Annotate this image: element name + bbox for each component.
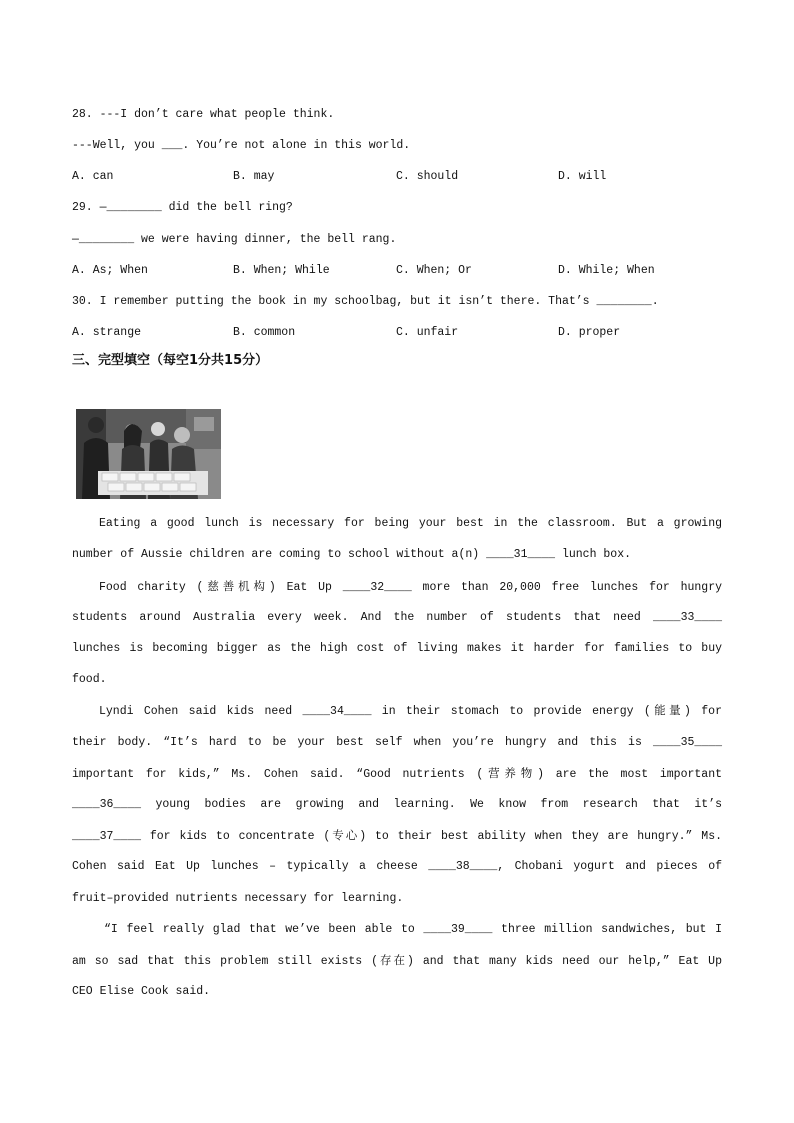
passage-p3-line1: Lyndi Cohen said kids need ____34____ in their stomach to provide energy (能量) for <box>99 705 722 718</box>
passage-p4-line1: “I feel really glad that we’ve been able to ____39____ three million sandwiches, but I <box>104 923 722 936</box>
q28-reply: ---Well, you ___. You’re not alone in this world. <box>72 139 411 152</box>
q30-option-b: B. common <box>233 326 296 339</box>
passage-p4-line3: CEO Elise Cook said. <box>72 985 211 998</box>
q28-option-a: A. can <box>72 170 114 183</box>
q29-option-c: C. When; Or <box>396 264 472 277</box>
q28-option-d: D. will <box>558 170 607 183</box>
passage-p1-line1: Eating a good lunch is necessary for being your best in the classroom. But a growing <box>99 517 722 530</box>
q30-option-a: A. strange <box>72 326 142 339</box>
passage-photo <box>76 409 221 499</box>
passage-p3-line5: ____37____ for kids to concentrate (专心) to their best ability when they are hungry.” Ms. <box>72 830 722 843</box>
q29-option-b: B. When; While <box>233 264 330 277</box>
q29-reply: —________ we were having dinner, the bell rang. <box>72 233 397 246</box>
q30-stem: 30. I remember putting the book in my schoolbag, but it isn’t there. That’s ________. <box>72 295 659 308</box>
passage-p3-line2: their body. “It’s hard to be your best self when you’re hungry and this is ____35____ <box>72 736 722 749</box>
passage-p3-line3: important for kids,” Ms. Cohen said. “Good nutrients (营养物) are the most important <box>72 768 722 781</box>
q28-stem: 28. ---I don’t care what people think. <box>72 108 335 121</box>
q29-stem: 29. —________ did the bell ring? <box>72 201 293 214</box>
q30-option-d: D. proper <box>558 326 621 339</box>
q30-option-c: C. unfair <box>396 326 459 339</box>
q30-options <box>72 326 632 342</box>
passage-p2-line3: lunches is becoming bigger as the high cost of living makes it harder for families to buy <box>72 642 722 655</box>
passage-p4-line2: am so sad that this problem still exists (存在) and that many kids need our help,” Eat Up <box>72 955 722 968</box>
q28-options <box>72 170 632 186</box>
passage-p2-line4: food. <box>72 673 107 686</box>
q28-option-c: C. should <box>396 170 459 183</box>
passage-p3-line7: fruit–provided nutrients necessary for learning. <box>72 892 404 905</box>
passage-p3-line6: Cohen said Eat Up lunches – typically a cheese ____38____, Chobani yogurt and pieces of <box>72 860 722 873</box>
passage-p2-line2: students around Australia every week. And the number of students that need ____33____ <box>72 611 722 624</box>
passage-p3-line4: ____36____ young bodies are growing and learning. We know from research that it’s <box>72 798 722 811</box>
passage-p1-line2: number of Aussie children are coming to school without a(n) ____31____ lunch box. <box>72 548 631 561</box>
q29-options <box>72 264 655 280</box>
passage-p2-line1: Food charity (慈善机构) Eat Up ____32____ more than 20,000 free lunches for hungry <box>99 581 722 594</box>
q28-option-b: B. may <box>233 170 275 183</box>
q29-option-a: A. As; When <box>72 264 148 277</box>
q29-option-d: D. While; When <box>558 264 655 277</box>
section-heading: 三、完型填空（每空1分共15分） <box>72 353 269 368</box>
